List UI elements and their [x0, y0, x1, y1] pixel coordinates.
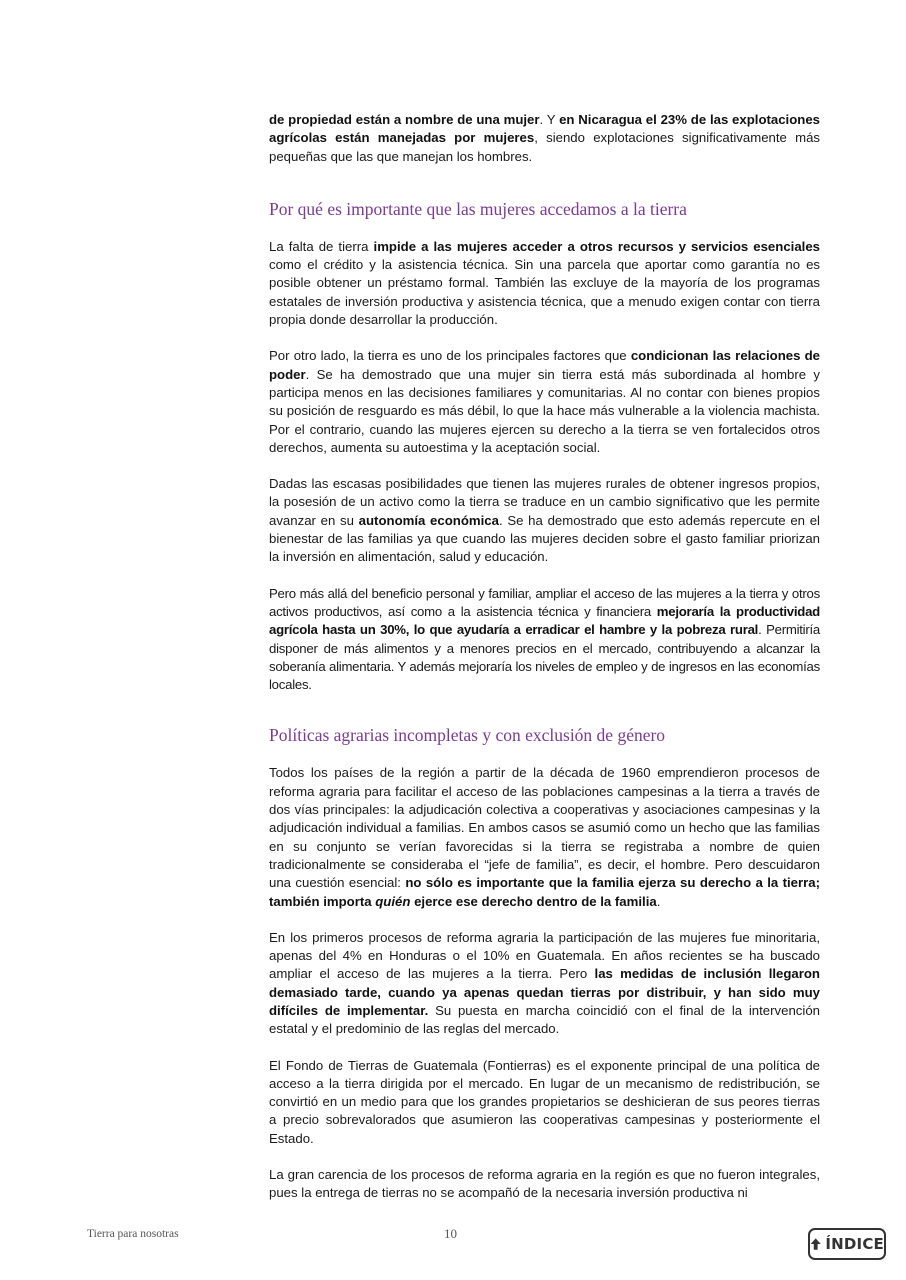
- paragraph-productivity: Pero más allá del beneficio personal y familiar, ampliar el acceso de las mujeres a la tierra y otros activos productivos, así como a la asistencia técnica y financiera mejoraría la productividad agrícola hasta un 30%, lo que ayudaría a erradicar el hambre y la pobreza rural. Permitiría disponer de más alimentos y a menores precios en el mercado, contribuyendo a alcanzar la soberanía alimentaria. Y además mejoraría los niveles de empleo y de ingresos en las economías locales.: [269, 585, 821, 693]
- paragraph-women-participation: En los primeros procesos de reforma agraria la participación de las mujeres fue minoritaria, apenas del 4% en Honduras o el 10% en Guatemala. En años recientes se ha buscado ampliar el acceso de las mujeres a la tierra. Pero las medidas de inclusión llegaron demasiado tarde, cuando ya apenas quedan tierras por distribuir, y han sido muy difíciles de implementar. Su puesta en marcha coincidió con el final de la intervención estatal y el predominio de las reglas del mercado.: [269, 929, 820, 1037]
- paragraph-land-access: La falta de tierra impide a las mujeres acceder a otros recursos y servicios esenciales como el crédito y la asistencia técnica. Sin una parcela que aportar como garantía no es posible obtener un préstamo formal. También las excluye de la mayoría de los programas estatales de inversión productiva y asistencia técnica, que a menudo exigen contar con tierra propia donde desarrollar la producción.: [269, 238, 820, 328]
- paragraph-reform-gaps: La gran carencia de los procesos de reforma agraria en la región es que no fueron integrales, pues la entrega de tierras no se acompañó de la necesaria inversión productiva ni: [269, 1167, 820, 1201]
- section-heading-policies: Políticas agrarias incompletas y con exclusión de género: [269, 725, 666, 746]
- up-arrow-icon: [810, 1234, 821, 1254]
- paragraph-agrarian-reform: Todos los países de la región a partir de la década de 1960 emprendieron procesos de reforma agraria para facilitar el acceso de las poblaciones campesinas a la tierra a través de dos vías principales: la adjudicación colectiva a cooperativas y asociaciones campesinas y la adjudicación individual a familias. En ambos casos se asumió como un hecho que las familias en su conjunto se verían favorecidas si la tierra se registraba a nombre de quien tradicionalmente se consideraba el “jefe de familia”, es decir, el hombre. Pero descuidaron una cuestión esencial: no sólo es importante que la familia ejerza su derecho a la tierra; también importa quién ejerce ese derecho dentro de la familia.: [269, 765, 820, 909]
- paragraph-economic-autonomy: Dadas las escasas posibilidades que tienen las mujeres rurales de obtener ingresos propios, la posesión de un activo como la tierra se traduce en un cambio significativo que les permite avanzar en su autonomía económica. Se ha demostrado que esto además repercute en el bienestar de las familias ya que cuando las mujeres deciden sobre el gasto familiar priorizan la inversión en alimentación, salud y educación.: [269, 476, 820, 565]
- footer-document-title: Tierra para nosotras: [87, 1228, 179, 1240]
- main-column: [269, 111, 820, 1203]
- page-number: 10: [444, 1226, 457, 1241]
- index-button-label: ÍNDICE: [825, 1235, 884, 1253]
- intro-paragraph: de propiedad están a nombre de una mujer. Y en Nicaragua el 23% de las explotaciones agrícolas están manejadas por mujeres, siendo explotaciones significativamente más pequeñas que las que manejan los hombres.: [269, 112, 821, 164]
- index-button[interactable]: [808, 1228, 886, 1260]
- paragraph-power-relations: Por otro lado, la tierra es uno de los principales factores que condicionan las relaciones de poder. Se ha demostrado que una mujer sin tierra está más subordinada al hombre y participa menos en las decisiones familiares y comunitarias. Al no contar con bienes propios su posición de resguardo es más débil, lo que la hace más vulnerable a la violencia machista. Por el contrario, cuando las mujeres ejercen su derecho a la tierra se ven fortalecidos otros derechos, aumenta su autoestima y la aceptación social.: [269, 348, 821, 455]
- section-heading-importance: Por qué es importante que las mujeres accedamos a la tierra: [269, 198, 687, 219]
- paragraph-fontierras: El Fondo de Tierras de Guatemala (Fontierras) es el exponente principal de una política de acceso a la tierra dirigida por el mercado. En lugar de un mecanismo de redistribución, se convirtió en un medio para que los grandes propietarios se deshicieran de sus peores tierras a precio sobrevalorados que asumieron las cooperativas campesinas y posteriormente el Estado.: [269, 1057, 820, 1146]
